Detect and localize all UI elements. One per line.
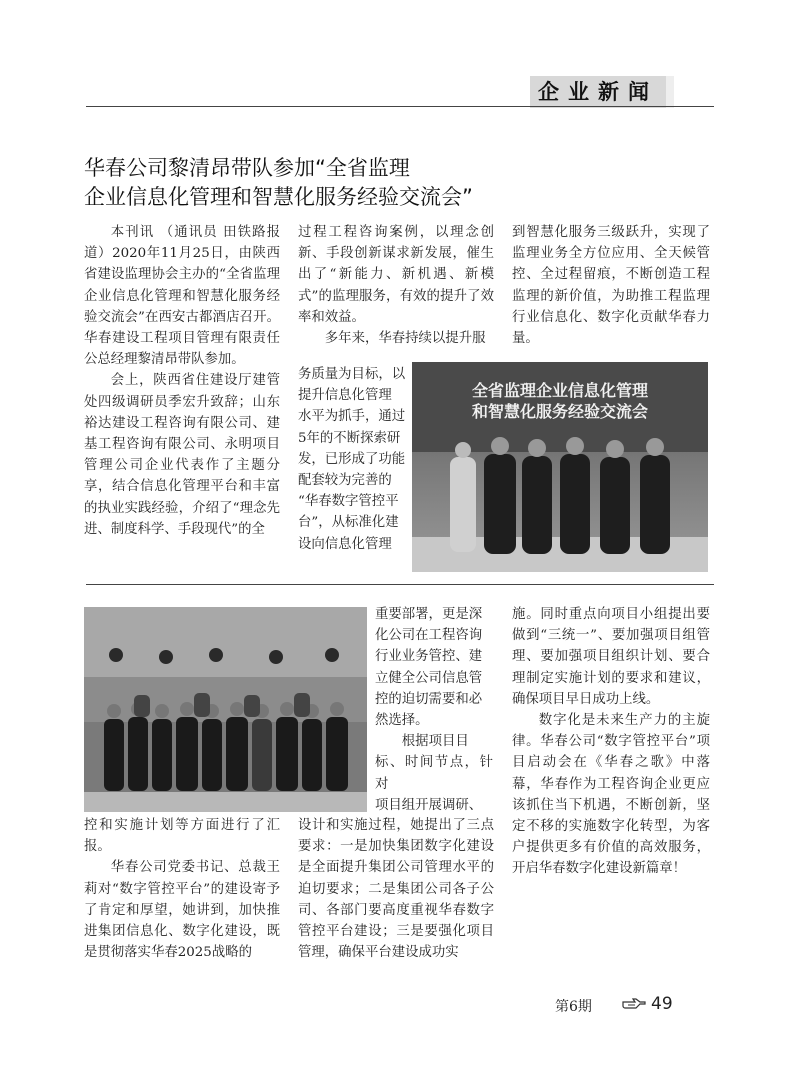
paragraph: 到智慧化服务三级跃升，实现了监理业务全方位应用、全天候管控、全过程留痕，不断创造工程监理的新价值，为助推工程监理行业信息化、数字化贡献华春力量。	[512, 225, 710, 347]
upper-column-2-top	[298, 222, 494, 349]
text-line: 标、时间节点，针对	[375, 755, 493, 792]
paragraph: 多年来，华春持续以提升服	[324, 331, 486, 347]
text-line: 5年的不断探索研	[298, 430, 401, 446]
paragraph: 华春公司党委书记、总裁王莉对“数字管控平台”的建设寄予了肯定和厚望，她讲到，加快推进集团信息化、数字化建设，既是贯彻落实华春2025战略的	[84, 860, 280, 961]
text-line: 行业业务管控、建	[375, 649, 483, 665]
text-line: 项目组开展调研、	[375, 797, 483, 813]
lower-column-1	[84, 815, 280, 963]
lower-column-2-wrap	[375, 604, 493, 816]
article-title-line2: 企业信息化管理和智慧化服务经验交流会”	[84, 185, 473, 209]
text-line: 然选择。	[375, 713, 429, 729]
text-line: 根据项目目	[401, 734, 469, 750]
text-line: 务质量为目标，以	[298, 367, 406, 382]
text-line: 发，已形成了功能	[298, 451, 406, 467]
paragraph: 数字化是未来生产力的主旋律。华春公司“数字管控平台”项目启动会在《华春之歌》中落幕，华春作为工程咨询企业更应该抓住当下机遇，不断创新，坚定不移的实施数字化转型，为客户提供更多有价值的高效服务，开启华春数字化建设新篇章！	[512, 713, 710, 877]
meeting-photo	[412, 362, 708, 572]
text-line: 配套较为完善的	[298, 473, 392, 489]
group-photo-image	[84, 607, 367, 812]
upper-column-2-wrap	[298, 364, 408, 555]
text-line: 提升信息化管理	[298, 388, 392, 404]
text-line: 化公司在工程咨询	[375, 628, 483, 644]
text-line: 设向信息化管理	[298, 536, 392, 552]
text-line: 立健全公司信息管	[375, 670, 483, 686]
text-line: 台”，从标准化建	[298, 515, 399, 531]
text-line: 水平为抓手，通过	[298, 409, 406, 425]
section-rule	[86, 584, 714, 585]
section-tag-corner	[666, 76, 674, 108]
issue-label: 第6期	[555, 999, 592, 1015]
paragraph: 过程工程咨询案例，以理念创新、手段创新谋求新发展，催生出了“新能力、新机遇、新模式”的监理服务，有效的提升了效率和效益。	[298, 225, 494, 325]
paragraph: 会上，陕西省住建设厅建管处四级调研员季宏升致辞；山东裕达建设工程咨询有限公司、建基工程咨询有限公司、永明项目管理公司企业代表作了主题分享，结合信息化管理平台和丰富的执业实践经验，介绍了“理念先进、制度科学、手段现代”的全	[84, 373, 280, 537]
paragraph: 施。同时重点向项目小组提出要做到“三统一”、要加强项目组管理、要加强项目组织计划、要合理制定实施计划的要求和建议，确保项目早日成功上线。	[512, 607, 710, 707]
lower-column-3	[512, 604, 710, 880]
article-title-line1: 华春公司黎清昂带队参加“全省监理	[84, 156, 410, 180]
text-line: “华春数字管控平	[298, 494, 399, 510]
photo-banner-line2: 和智慧化服务经验交流会	[471, 402, 649, 421]
group-photo	[84, 607, 367, 812]
page-number: 49	[651, 994, 673, 1014]
photo-banner-line1: 全省监理企业信息化管理	[471, 381, 649, 400]
lower-column-2	[298, 815, 494, 963]
paragraph: 本刊讯 （通讯员 田铁路报道）2020年11月25日，由陕西省建设监理协会主办的“全省监理企业信息化管理和智慧化服务经验交流会”在西安古都酒店召开。华春建设工程项目管理有限责任公总经理黎清昂带队参加。	[84, 225, 280, 368]
text-line: 重要部署，更是深	[375, 607, 483, 622]
upper-column-1	[84, 222, 280, 540]
meeting-photo-image	[412, 362, 708, 572]
text-line: 控的迫切需要和必	[375, 691, 483, 707]
section-tag: 企业新闻	[530, 76, 666, 108]
paragraph: 设计和实施过程，她提出了三点要求：一是加快集团数字化建设是全面提升集团公司管理水平的迫切要求；二是集团公司各子公司、各部门要高度重视华春数字管控平台建设；三是要强化项目管理，确保平台建设成功实	[298, 818, 494, 961]
pointing-hand-icon	[622, 996, 646, 1012]
upper-column-3	[512, 222, 710, 349]
header-rule	[86, 106, 714, 107]
paragraph: 控和实施计划等方面进行了汇报。	[84, 818, 280, 855]
